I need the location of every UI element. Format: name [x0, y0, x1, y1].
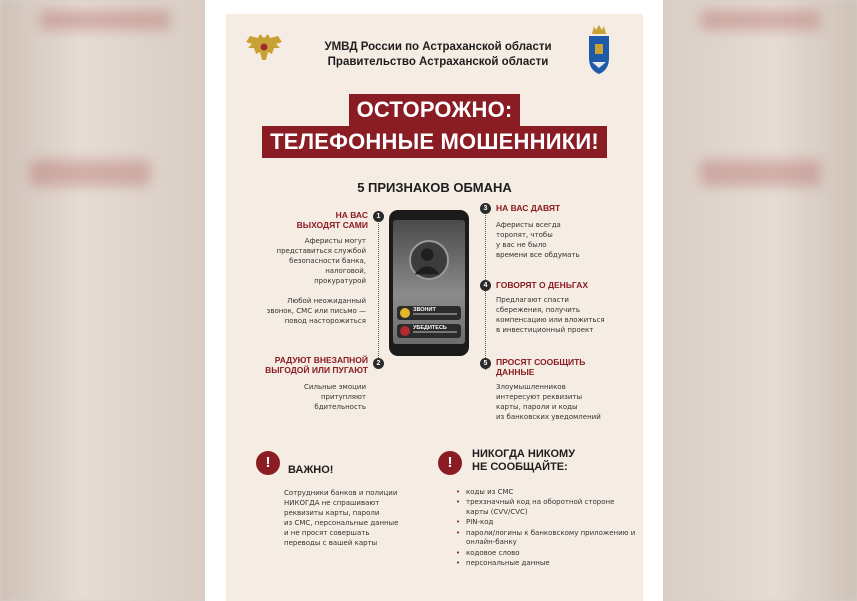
sign-2-text-line: притупляют — [320, 393, 366, 401]
list-item: • коды из СМС — [456, 488, 636, 498]
never-title-line: НИКОГДА НИКОМУ — [472, 448, 576, 460]
sign-1-title — [262, 210, 368, 230]
important-text-line: переводы с вашей карты — [284, 539, 378, 547]
sign-1-title-line: ВЫХОДЯТ САМИ — [296, 220, 368, 230]
sign-3-text-line: Аферисты всегда — [496, 221, 561, 229]
never-list — [456, 488, 636, 569]
sign-number-4: 4 — [480, 280, 491, 291]
sign-3-text-line: времени все обдумать — [496, 251, 580, 259]
sign-5-text-line: карты, пароли и коды — [496, 403, 578, 411]
org-line-2: Правительство Астраханской области — [327, 56, 549, 68]
important-text-line: НИКОГДА не спрашивают — [284, 499, 380, 507]
sign-4-title-line: ГОВОРЯТ О ДЕНЬГАХ — [496, 280, 589, 290]
sign-1-text-2 — [236, 296, 366, 326]
sign-2-title-line: ВЫГОДОЙ ИЛИ ПУГАЮТ — [265, 365, 368, 375]
backdrop-blur — [700, 10, 820, 30]
sign-number-1: 1 — [373, 211, 384, 222]
sign-1-text2-line: Любой неожиданный — [287, 297, 366, 305]
organization-names — [308, 40, 568, 70]
sign-3-title-line: НА ВАС ДАВЯТ — [496, 203, 561, 213]
sign-1-text — [246, 236, 366, 286]
call-label: ЗВОНИТ — [413, 307, 436, 313]
list-item: • пароли/логины к банковскому приложению и онлайн-банку — [456, 529, 636, 549]
sign-3-title — [496, 203, 626, 213]
sign-4-text-line: Предлагают спасти — [496, 296, 569, 304]
poster — [226, 14, 643, 601]
sign-4-text-line: сбережения, получить — [496, 306, 580, 314]
important-text-line: Сотрудники банков и полиции — [284, 489, 398, 497]
never-exclamation-icon: ! — [438, 451, 462, 475]
verify-sub-line — [413, 331, 457, 333]
sign-1-text-line: прокуратурой — [314, 277, 366, 285]
sign-2-text — [266, 382, 366, 412]
sign-number-2: 2 — [373, 358, 384, 369]
astrakhan-coat-of-arms-icon — [586, 24, 612, 76]
never-title-line: НЕ СООБЩАЙТЕ: — [472, 461, 568, 473]
sign-5-title-line: ПРОСЯТ СООБЩИТЬ — [496, 357, 586, 367]
call-accept-icon — [400, 308, 410, 318]
call-decline-icon — [400, 326, 410, 336]
important-text-line: реквизиты карты, пароли — [284, 509, 380, 517]
call-sub-line — [413, 313, 457, 315]
sign-1-text2-line: повод насторожиться — [284, 317, 366, 325]
sign-1-text-line: Аферисты могут — [304, 237, 366, 245]
backdrop-blur — [700, 160, 820, 186]
phone-illustration — [389, 210, 469, 356]
sign-5-title — [496, 357, 636, 377]
poster-header — [226, 14, 643, 84]
warning-banner-line-2 — [226, 126, 643, 158]
list-item: • трехзначный код на оборотной стороне карты (CVV/CVC) — [456, 498, 636, 518]
backdrop-right — [652, 0, 857, 601]
backdrop-blur — [40, 10, 170, 30]
caller-avatar-icon — [409, 240, 449, 280]
sign-1-text-line: представиться службой — [276, 247, 366, 255]
sign-5-title-line: ДАННЫЕ — [496, 367, 535, 377]
sign-2-text-line: бдительность — [314, 403, 366, 411]
sign-1-title-line: НА ВАС — [335, 210, 368, 220]
sign-5-text-line: из банковских уведомлений — [496, 413, 601, 421]
sign-5-text-line: Злоумышленников — [496, 383, 566, 391]
important-text-line: и не просят совершать — [284, 529, 370, 537]
sign-4-text-line: компенсацию или вложиться — [496, 316, 605, 324]
sign-number-3: 3 — [480, 203, 491, 214]
sign-2-text-line: Сильные эмоции — [304, 383, 366, 391]
sign-2-title — [246, 355, 368, 375]
important-title: ВАЖНО! — [288, 464, 334, 476]
sign-2-title-line: РАДУЮТ ВНЕЗАПНОЙ — [274, 355, 368, 365]
sign-1-text-line: налоговой, — [325, 267, 366, 275]
sign-1-text-line: безопасности банка, — [289, 257, 366, 265]
sign-4-title — [496, 280, 636, 290]
sign-3-text — [496, 220, 626, 260]
important-exclamation-icon: ! — [256, 451, 280, 475]
sign-5-text-line: интересуют реквизиты — [496, 393, 582, 401]
important-text — [284, 488, 434, 548]
list-item: • кодовое слово — [456, 549, 636, 559]
backdrop-blur — [30, 160, 150, 186]
list-item: • персональные данные — [456, 559, 636, 569]
sign-3-text-line: торопят, чтобы — [496, 231, 553, 239]
backdrop-left — [0, 0, 205, 601]
sign-5-text — [496, 382, 638, 422]
never-title — [472, 448, 575, 474]
hooded-figure-icon — [411, 242, 447, 278]
verify-call-row — [397, 324, 461, 338]
incoming-call-row — [397, 306, 461, 320]
timeline-left — [378, 220, 379, 366]
sign-3-text-line: у вас не было — [496, 241, 547, 249]
important-text-line: из СМС, персональные данные — [284, 519, 399, 527]
double-headed-eagle-icon — [244, 32, 284, 64]
verify-label: УБЕДИТЕСЬ — [413, 325, 447, 331]
warning-banner-text-2: ТЕЛЕФОННЫЕ МОШЕННИКИ! — [262, 126, 607, 158]
phone-screen — [393, 220, 465, 344]
sign-4-text — [496, 295, 638, 335]
sign-4-text-line: в инвестиционный проект — [496, 326, 594, 334]
org-line-1: УМВД России по Астраханской области — [324, 41, 552, 53]
signs-title: 5 ПРИЗНАКОВ ОБМАНА — [357, 180, 512, 195]
sign-number-5: 5 — [480, 358, 491, 369]
sign-1-text2-line: звонок, СМС или письмо — — [266, 307, 366, 315]
list-item: • PIN-код — [456, 518, 636, 528]
warning-banner-text-1: ОСТОРОЖНО: — [349, 94, 521, 126]
warning-banner-line-1 — [226, 94, 643, 126]
